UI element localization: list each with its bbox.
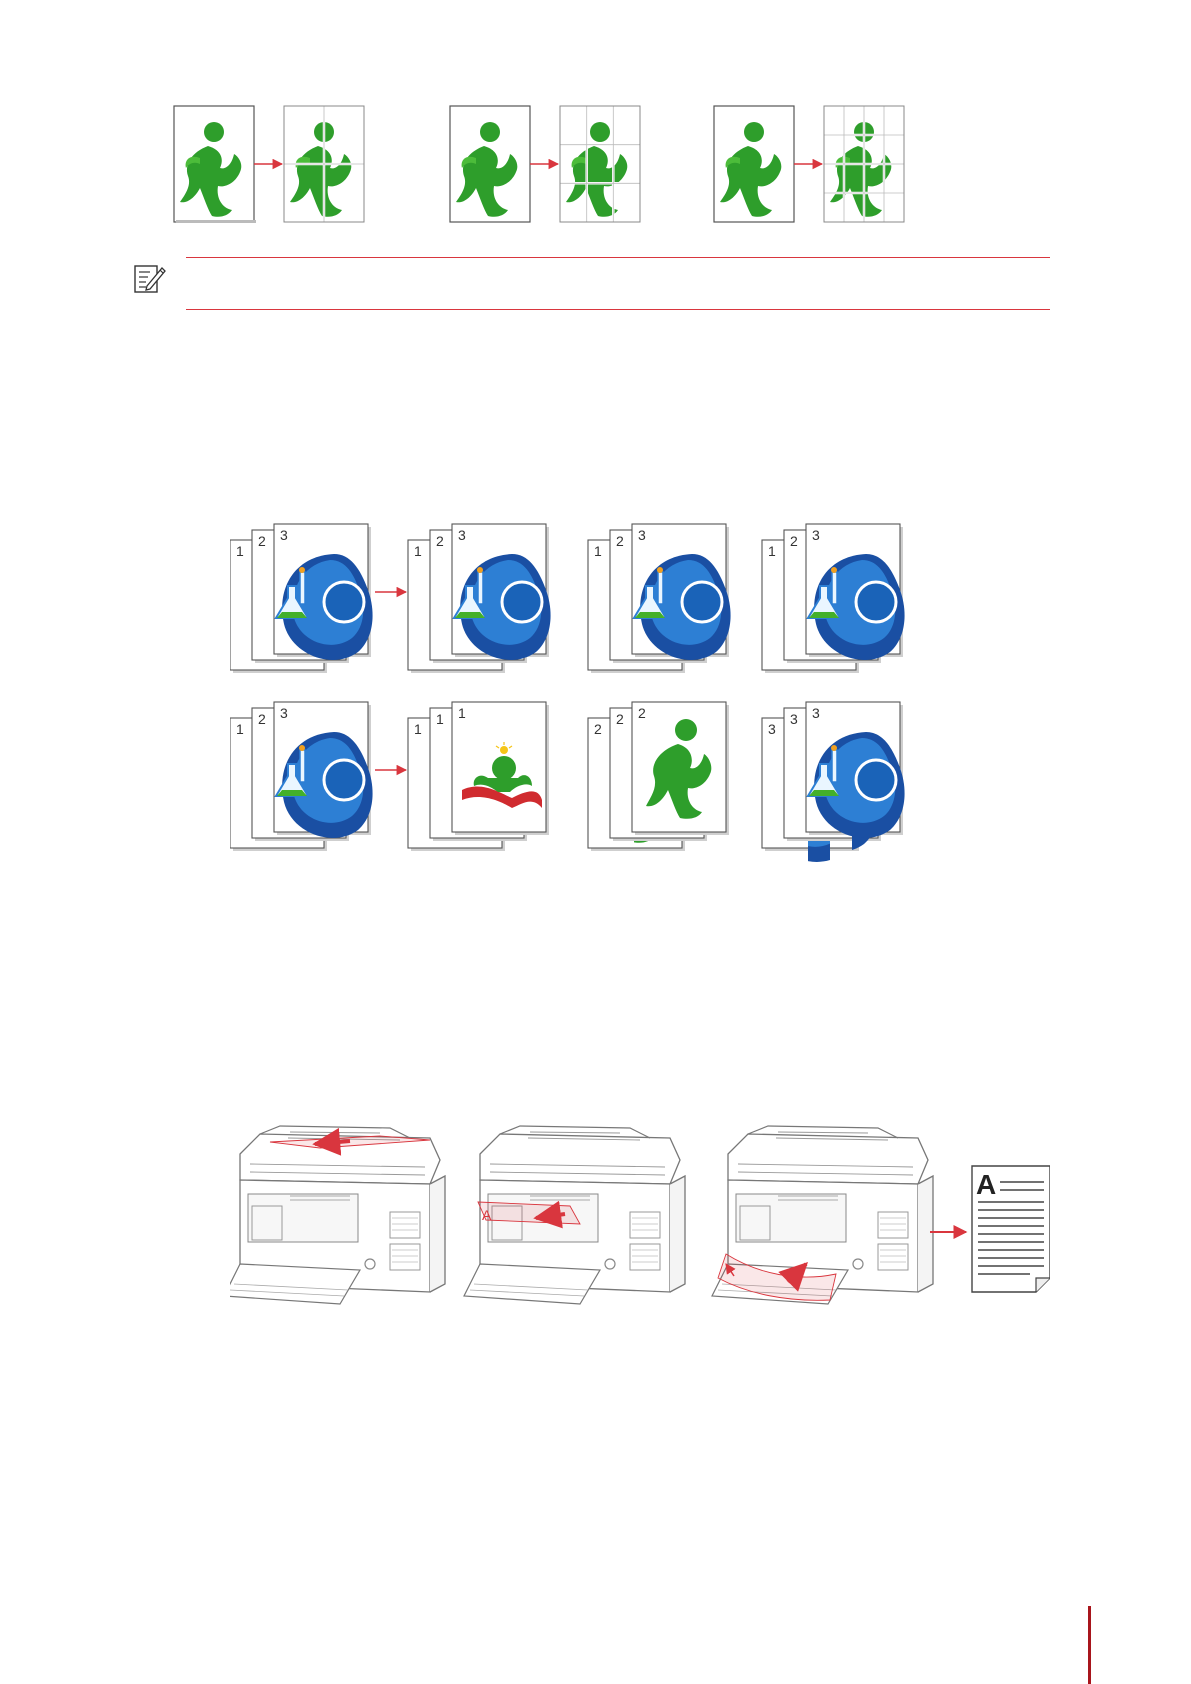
page-stack: [408, 524, 551, 673]
printer-step-3: [712, 1126, 933, 1304]
note-pencil-icon: [132, 260, 168, 296]
page-number-label: 1: [458, 705, 466, 721]
page-stack: [408, 702, 549, 851]
page-number-label: 2: [616, 711, 624, 727]
page-number-label: 1: [236, 543, 244, 559]
page-number-label: 1: [594, 543, 602, 559]
poster-3x3-group: [450, 106, 640, 222]
collate-figure: [230, 510, 950, 890]
note-icon-wrap: [132, 260, 168, 296]
note-bottom-rule: [186, 309, 1050, 310]
page-number-label: 3: [790, 711, 798, 727]
page-stack: [760, 702, 905, 862]
output-sheet-letter: A: [976, 1169, 997, 1200]
page-number-label: 1: [436, 711, 444, 727]
page-number-label: 2: [436, 533, 444, 549]
page-number-label: 2: [258, 711, 266, 727]
page-number-label: 2: [594, 721, 602, 737]
output-sheet: [972, 1166, 1050, 1292]
page-stack: [588, 702, 729, 851]
page-stack: [230, 702, 406, 851]
paper-letter-mark: A: [482, 1207, 492, 1223]
printer-step-1: [230, 1126, 445, 1304]
page-stack: [762, 524, 905, 673]
page-number-label: 1: [768, 543, 776, 559]
poster-figure-svg: [170, 100, 930, 230]
page-number-label: 2: [258, 533, 266, 549]
page-number-label: 3: [280, 705, 288, 721]
page-stack: [230, 524, 406, 673]
page-number-label: 1: [414, 721, 422, 737]
printer-figure: [230, 1120, 1050, 1320]
page-number-label: 1: [414, 543, 422, 559]
printer-step-2: [464, 1126, 685, 1304]
poster-4x4-group: [714, 106, 904, 222]
printer-figure-svg: [230, 1120, 1050, 1320]
page-number-label: 3: [638, 527, 646, 543]
page-number-label: 2: [616, 533, 624, 549]
page-number-label: 3: [458, 527, 466, 543]
page-stack: [588, 524, 731, 673]
page-number-label: 3: [812, 705, 820, 721]
page-number-label: 3: [280, 527, 288, 543]
poster-figure: [170, 100, 930, 230]
note-top-rule: [186, 257, 1050, 258]
page-number-label: 1: [236, 721, 244, 737]
page-number-label: 2: [638, 705, 646, 721]
page-number-label: 3: [768, 721, 776, 737]
page-number-label: 2: [790, 533, 798, 549]
page-edge-marker: [1088, 1606, 1091, 1684]
collate-figure-svg: [230, 510, 950, 890]
poster-2x2-group: [174, 106, 364, 223]
page-number-label: 3: [812, 527, 820, 543]
